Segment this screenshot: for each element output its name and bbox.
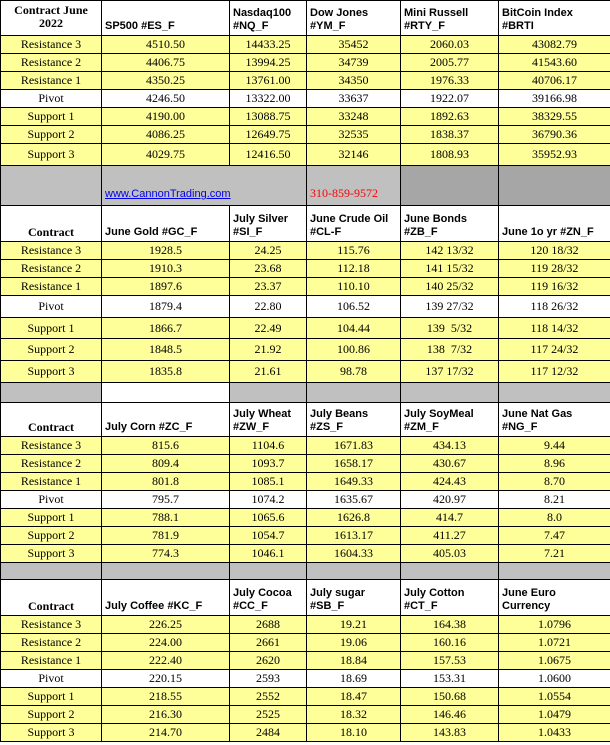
cell: 1.0479 bbox=[499, 706, 610, 724]
cell: 23.68 bbox=[230, 260, 307, 278]
cell: 118 26/32 bbox=[499, 296, 610, 318]
row-label: Resistance 1 bbox=[1, 278, 102, 296]
cell: 1085.1 bbox=[230, 473, 307, 491]
row-label: Pivot bbox=[1, 491, 102, 509]
column-header: July Silver #SI_F bbox=[230, 206, 307, 242]
cell: 788.1 bbox=[102, 509, 230, 527]
cell: 1.0433 bbox=[499, 724, 610, 742]
cell: 815.6 bbox=[102, 437, 230, 455]
cell: 1.0796 bbox=[499, 616, 610, 634]
cell: 424.43 bbox=[401, 473, 499, 491]
cell: 150.68 bbox=[401, 688, 499, 706]
cell: 19.21 bbox=[307, 616, 401, 634]
cell: 216.30 bbox=[102, 706, 230, 724]
cell: 2005.77 bbox=[401, 54, 499, 72]
table-row bbox=[1, 361, 610, 383]
cell: 214.70 bbox=[102, 724, 230, 742]
cell: 8.96 bbox=[499, 455, 610, 473]
section-label: Contract bbox=[1, 580, 102, 616]
row-label: Pivot bbox=[1, 296, 102, 318]
separator-cell bbox=[102, 563, 230, 580]
column-header: July Beans #ZS_F bbox=[307, 403, 401, 437]
cell: 137 17/32 bbox=[401, 361, 499, 383]
separator-cell bbox=[499, 166, 610, 206]
row-label: Resistance 2 bbox=[1, 260, 102, 278]
table-row bbox=[1, 724, 610, 742]
cell: 4246.50 bbox=[102, 90, 230, 108]
cell: 1835.8 bbox=[102, 361, 230, 383]
table-row bbox=[1, 278, 610, 296]
cell: 411.27 bbox=[401, 527, 499, 545]
cell: 226.25 bbox=[102, 616, 230, 634]
cell: 13088.75 bbox=[230, 108, 307, 126]
cell: 2525 bbox=[230, 706, 307, 724]
cell: 1892.63 bbox=[401, 108, 499, 126]
cell: 2484 bbox=[230, 724, 307, 742]
row-label: Support 1 bbox=[1, 318, 102, 339]
cell: 39166.98 bbox=[499, 90, 610, 108]
column-header: June 1o yr #ZN_F bbox=[499, 206, 610, 242]
table-row bbox=[1, 527, 610, 545]
column-header: July Cotton #CT_F bbox=[401, 580, 499, 616]
cell: 1093.7 bbox=[230, 455, 307, 473]
cell: 1897.6 bbox=[102, 278, 230, 296]
cell: 1065.6 bbox=[230, 509, 307, 527]
cell: 18.47 bbox=[307, 688, 401, 706]
cell: 1.0675 bbox=[499, 652, 610, 670]
cell: 4510.50 bbox=[102, 36, 230, 54]
cell: 220.15 bbox=[102, 670, 230, 688]
cell: 774.3 bbox=[102, 545, 230, 563]
cell: 795.7 bbox=[102, 491, 230, 509]
cell: 32535 bbox=[307, 126, 401, 144]
section-header-row bbox=[1, 206, 610, 242]
cell: 160.16 bbox=[401, 634, 499, 652]
row-label: Resistance 1 bbox=[1, 473, 102, 491]
row-label: Support 1 bbox=[1, 688, 102, 706]
cell: 18.32 bbox=[307, 706, 401, 724]
cell: 32146 bbox=[307, 144, 401, 166]
cell: 1658.17 bbox=[307, 455, 401, 473]
cell: 14433.25 bbox=[230, 36, 307, 54]
cell: 8.0 bbox=[499, 509, 610, 527]
cell: 142 13/32 bbox=[401, 242, 499, 260]
cell: 13994.25 bbox=[230, 54, 307, 72]
row-label: Resistance 3 bbox=[1, 242, 102, 260]
cell: 2620 bbox=[230, 652, 307, 670]
separator-cell bbox=[307, 563, 401, 580]
cell: 43082.79 bbox=[499, 36, 610, 54]
cell: 18.69 bbox=[307, 670, 401, 688]
cell: 2060.03 bbox=[401, 36, 499, 54]
table-row bbox=[1, 72, 610, 90]
column-header: Nasdaq100 #NQ_F bbox=[230, 1, 307, 36]
cell: 23.37 bbox=[230, 278, 307, 296]
section-label: Contract June 2022 bbox=[1, 1, 102, 36]
cell: 34739 bbox=[307, 54, 401, 72]
section-header-row bbox=[1, 403, 610, 437]
cell: 38329.55 bbox=[499, 108, 610, 126]
column-header: June Bonds #ZB_F bbox=[401, 206, 499, 242]
row-label: Resistance 2 bbox=[1, 455, 102, 473]
column-header: July Wheat #ZW_F bbox=[230, 403, 307, 437]
cell: 4190.00 bbox=[102, 108, 230, 126]
separator-cell bbox=[499, 563, 610, 580]
cell: 13322.00 bbox=[230, 90, 307, 108]
cell: 1808.93 bbox=[401, 144, 499, 166]
website-link[interactable]: www.CannonTrading.com bbox=[105, 188, 231, 200]
section-label: Contract bbox=[1, 206, 102, 242]
separator-row bbox=[1, 563, 610, 580]
cell: 2661 bbox=[230, 634, 307, 652]
table-row bbox=[1, 652, 610, 670]
cell: 35952.93 bbox=[499, 144, 610, 166]
cell: 12649.75 bbox=[230, 126, 307, 144]
cell: 430.67 bbox=[401, 455, 499, 473]
cell: 222.40 bbox=[102, 652, 230, 670]
cell: 4086.25 bbox=[102, 126, 230, 144]
table-row bbox=[1, 108, 610, 126]
separator-cell bbox=[1, 563, 102, 580]
cell: 1976.33 bbox=[401, 72, 499, 90]
cell: 104.44 bbox=[307, 318, 401, 339]
row-label: Support 2 bbox=[1, 339, 102, 361]
cell: 157.53 bbox=[401, 652, 499, 670]
table-row bbox=[1, 242, 610, 260]
row-label: Support 3 bbox=[1, 144, 102, 166]
row-label: Support 2 bbox=[1, 126, 102, 144]
cell: 1054.7 bbox=[230, 527, 307, 545]
cell: 140 25/32 bbox=[401, 278, 499, 296]
row-label: Resistance 1 bbox=[1, 652, 102, 670]
cell: 1635.67 bbox=[307, 491, 401, 509]
cell: 115.76 bbox=[307, 242, 401, 260]
cell: 1866.7 bbox=[102, 318, 230, 339]
cell: 98.78 bbox=[307, 361, 401, 383]
row-label: Pivot bbox=[1, 90, 102, 108]
cell: 143.83 bbox=[401, 724, 499, 742]
phone-cell bbox=[307, 166, 401, 206]
section-header-row bbox=[1, 580, 610, 616]
separator-cell bbox=[102, 383, 230, 403]
cell: 801.8 bbox=[102, 473, 230, 491]
cell: 21.92 bbox=[230, 339, 307, 361]
cell: 1879.4 bbox=[102, 296, 230, 318]
table-row bbox=[1, 36, 610, 54]
row-label: Resistance 1 bbox=[1, 72, 102, 90]
row-label: Resistance 3 bbox=[1, 36, 102, 54]
cell: 119 28/32 bbox=[499, 260, 610, 278]
cell: 117 24/32 bbox=[499, 339, 610, 361]
cell: 110.10 bbox=[307, 278, 401, 296]
table-row bbox=[1, 339, 610, 361]
cell: 139 5/32 bbox=[401, 318, 499, 339]
table-row bbox=[1, 473, 610, 491]
cell: 2552 bbox=[230, 688, 307, 706]
cell: 34350 bbox=[307, 72, 401, 90]
column-header: June Crude Oil #CL-F bbox=[307, 206, 401, 242]
cell: 106.52 bbox=[307, 296, 401, 318]
row-label: Support 2 bbox=[1, 706, 102, 724]
cell: 146.46 bbox=[401, 706, 499, 724]
separator-cell bbox=[230, 383, 307, 403]
cell: 1922.07 bbox=[401, 90, 499, 108]
contact-separator-row bbox=[1, 166, 610, 206]
cell: 4406.75 bbox=[102, 54, 230, 72]
separator-cell bbox=[230, 563, 307, 580]
table-row bbox=[1, 260, 610, 278]
cell: 7.47 bbox=[499, 527, 610, 545]
cell: 1613.17 bbox=[307, 527, 401, 545]
row-label: Support 2 bbox=[1, 527, 102, 545]
column-header: June Euro Currency bbox=[499, 580, 610, 616]
cell: 141 15/32 bbox=[401, 260, 499, 278]
cell: 100.86 bbox=[307, 339, 401, 361]
cell: 153.31 bbox=[401, 670, 499, 688]
row-label: Resistance 3 bbox=[1, 437, 102, 455]
cell: 138 7/32 bbox=[401, 339, 499, 361]
cell: 1.0600 bbox=[499, 670, 610, 688]
cell: 21.61 bbox=[230, 361, 307, 383]
cell: 120 18/32 bbox=[499, 242, 610, 260]
cell: 781.9 bbox=[102, 527, 230, 545]
column-header: Mini Russell #RTY_F bbox=[401, 1, 499, 36]
cell: 1.0554 bbox=[499, 688, 610, 706]
separator-cell bbox=[401, 166, 499, 206]
cell: 2688 bbox=[230, 616, 307, 634]
table-row bbox=[1, 634, 610, 652]
cell: 18.84 bbox=[307, 652, 401, 670]
table-row bbox=[1, 616, 610, 634]
row-label: Support 1 bbox=[1, 509, 102, 527]
cell: 117 12/32 bbox=[499, 361, 610, 383]
cell: 33637 bbox=[307, 90, 401, 108]
column-header: SP500 #ES_F bbox=[102, 1, 230, 36]
row-label: Resistance 3 bbox=[1, 616, 102, 634]
row-label: Support 3 bbox=[1, 724, 102, 742]
cell: 40706.17 bbox=[499, 72, 610, 90]
table-row bbox=[1, 437, 610, 455]
phone-number: 310-859-9572 bbox=[310, 186, 378, 200]
cell: 1928.5 bbox=[102, 242, 230, 260]
cell: 405.03 bbox=[401, 545, 499, 563]
separator-cell bbox=[1, 166, 102, 206]
cell: 33248 bbox=[307, 108, 401, 126]
cell: 1626.8 bbox=[307, 509, 401, 527]
cell: 35452 bbox=[307, 36, 401, 54]
table-row bbox=[1, 491, 610, 509]
cell: 224.00 bbox=[102, 634, 230, 652]
row-label: Support 3 bbox=[1, 545, 102, 563]
cell: 8.70 bbox=[499, 473, 610, 491]
cell: 1671.83 bbox=[307, 437, 401, 455]
cell: 1.0721 bbox=[499, 634, 610, 652]
row-label: Support 1 bbox=[1, 108, 102, 126]
table-row bbox=[1, 455, 610, 473]
cell: 414.7 bbox=[401, 509, 499, 527]
cell: 164.38 bbox=[401, 616, 499, 634]
cell: 36790.36 bbox=[499, 126, 610, 144]
cell: 9.44 bbox=[499, 437, 610, 455]
row-label: Resistance 2 bbox=[1, 634, 102, 652]
column-header: June Gold #GC_F bbox=[102, 206, 230, 242]
column-header: July SoyMeal #ZM_F bbox=[401, 403, 499, 437]
cell: 119 16/32 bbox=[499, 278, 610, 296]
cell: 1848.5 bbox=[102, 339, 230, 361]
cell: 1649.33 bbox=[307, 473, 401, 491]
cell: 218.55 bbox=[102, 688, 230, 706]
website-cell bbox=[102, 166, 307, 206]
cell: 1046.1 bbox=[230, 545, 307, 563]
cell: 8.21 bbox=[499, 491, 610, 509]
table-row bbox=[1, 688, 610, 706]
cell: 18.10 bbox=[307, 724, 401, 742]
column-header: Dow Jones #YM_F bbox=[307, 1, 401, 36]
row-label: Resistance 2 bbox=[1, 54, 102, 72]
cell: 112.18 bbox=[307, 260, 401, 278]
cell: 19.06 bbox=[307, 634, 401, 652]
table-row bbox=[1, 509, 610, 527]
cell: 22.80 bbox=[230, 296, 307, 318]
table-row bbox=[1, 54, 610, 72]
cell: 1838.37 bbox=[401, 126, 499, 144]
table-row bbox=[1, 144, 610, 166]
row-label: Support 3 bbox=[1, 361, 102, 383]
cell: 2593 bbox=[230, 670, 307, 688]
row-label: Pivot bbox=[1, 670, 102, 688]
cell: 13761.00 bbox=[230, 72, 307, 90]
cell: 1074.2 bbox=[230, 491, 307, 509]
column-header: July Coffee #KC_F bbox=[102, 580, 230, 616]
cell: 434.13 bbox=[401, 437, 499, 455]
column-header: BitCoin Index #BRTI bbox=[499, 1, 610, 36]
table-row bbox=[1, 545, 610, 563]
section-header-row bbox=[1, 1, 610, 36]
separator-cell bbox=[1, 383, 102, 403]
cell: 1104.6 bbox=[230, 437, 307, 455]
column-header: June Nat Gas #NG_F bbox=[499, 403, 610, 437]
table-row bbox=[1, 318, 610, 339]
column-header: July Cocoa #CC_F bbox=[230, 580, 307, 616]
cell: 7.21 bbox=[499, 545, 610, 563]
column-header: July Corn #ZC_F bbox=[102, 403, 230, 437]
cell: 22.49 bbox=[230, 318, 307, 339]
table-row bbox=[1, 670, 610, 688]
separator-cell bbox=[499, 383, 610, 403]
cell: 420.97 bbox=[401, 491, 499, 509]
cell: 12416.50 bbox=[230, 144, 307, 166]
cell: 41543.60 bbox=[499, 54, 610, 72]
separator-cell bbox=[401, 563, 499, 580]
separator-cell bbox=[401, 383, 499, 403]
cell: 1910.3 bbox=[102, 260, 230, 278]
column-header: July sugar #SB_F bbox=[307, 580, 401, 616]
cell: 139 27/32 bbox=[401, 296, 499, 318]
table-row bbox=[1, 126, 610, 144]
cell: 24.25 bbox=[230, 242, 307, 260]
table-row bbox=[1, 706, 610, 724]
cell: 4029.75 bbox=[102, 144, 230, 166]
cell: 118 14/32 bbox=[499, 318, 610, 339]
cell: 1604.33 bbox=[307, 545, 401, 563]
separator-cell bbox=[307, 383, 401, 403]
section-label: Contract bbox=[1, 403, 102, 437]
separator-row bbox=[1, 383, 610, 403]
cell: 809.4 bbox=[102, 455, 230, 473]
cell: 4350.25 bbox=[102, 72, 230, 90]
table-row bbox=[1, 90, 610, 108]
table-row bbox=[1, 296, 610, 318]
